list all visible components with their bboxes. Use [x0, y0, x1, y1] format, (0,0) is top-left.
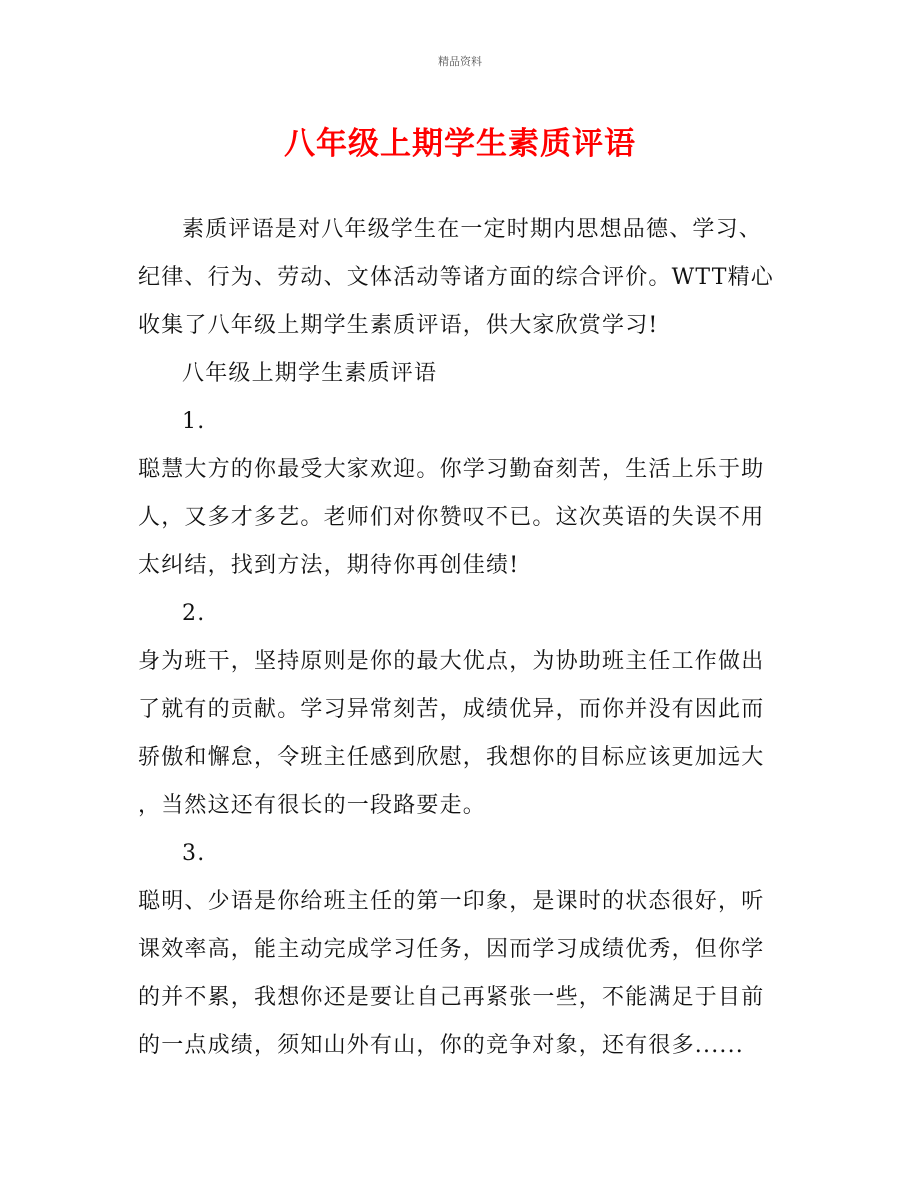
- item-line: ，当然这还有很长的一段路要走。: [138, 793, 487, 818]
- item-line: 人，又多才多艺。老师们对你赞叹不已。这次英语的失误不用: [138, 505, 765, 530]
- item-line: 课效率高，能主动完成学习任务，因而学习成绩优秀，但你学: [138, 937, 765, 962]
- item-line: 聪慧大方的你最受大家欢迎。你学习勤奋刻苦，生活上乐于助: [138, 457, 765, 482]
- document-body: [138, 206, 788, 1070]
- intro-line: 收集了八年级上期学生素质评语，供大家欣赏学习!: [138, 313, 659, 338]
- item-line: 的并不累，我想你还是要让自己再紧张一些，不能满足于目前: [138, 985, 765, 1010]
- item-line: 的一点成绩，须知山外有山，你的竞争对象，还有很多......: [138, 1033, 744, 1058]
- item-number: 2.: [182, 601, 206, 626]
- document-title: 八年级上期学生素质评语: [284, 126, 636, 162]
- page-header: 精品资料: [438, 55, 482, 68]
- item-line: 了就有的贡献。学习异常刻苦，成绩优异，而你并没有因此而: [138, 697, 765, 722]
- item-line: 骄傲和懈怠，令班主任感到欣慰，我想你的目标应该更加远大: [138, 745, 765, 770]
- intro-line: 素质评语是对八年级学生在一定时期内思想品德、学习、: [182, 217, 763, 242]
- item-number: 1.: [182, 409, 206, 434]
- item-line: 聪明、少语是你给班主任的第一印象，是课时的状态很好，听: [138, 889, 765, 914]
- item-line: 太纠结，找到方法，期待你再创佳绩!: [138, 553, 520, 578]
- intro-line: 纪律、行为、劳动、文体活动等诸方面的综合评价。WTT精心: [138, 265, 774, 290]
- item-number: 3.: [182, 841, 206, 866]
- item-line: 身为班干，坚持原则是你的最大优点，为协助班主任工作做出: [138, 649, 765, 674]
- section-subtitle: 八年级上期学生素质评语: [182, 361, 438, 386]
